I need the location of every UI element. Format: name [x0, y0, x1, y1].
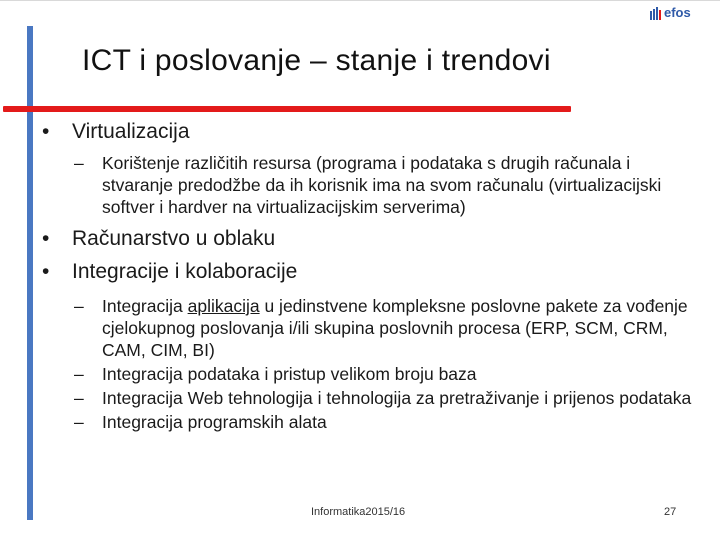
sub-bullet-integracija-web	[36, 387, 700, 409]
bullet-glyph: •	[42, 260, 50, 283]
dash-glyph: –	[74, 412, 84, 432]
logo-wordmark: efos	[664, 5, 691, 20]
bullet-integracije-i-kolaboracije	[36, 259, 700, 285]
title-underline-rule	[3, 106, 571, 112]
dash-glyph: –	[74, 153, 84, 173]
bullet-racunarstvo-u-oblaku	[36, 226, 700, 252]
sub-bullet-text: Integracija podataka i pristup velikom broju baza	[102, 364, 477, 384]
bullet-virtualizacija	[36, 119, 700, 145]
footer-course-label: Informatika2015/16	[311, 506, 406, 518]
dash-glyph: –	[74, 296, 84, 316]
sub-bullet-text: Integracija programskih alata	[102, 412, 327, 432]
slide-title: ICT i poslovanje – stanje i trendovi	[82, 44, 551, 77]
underlined-word: aplikacija	[187, 296, 260, 316]
sub-bullet-integracija-aplikacija	[36, 295, 700, 361]
sub-bullet-integracija-alata	[36, 411, 700, 433]
dash-glyph: –	[74, 388, 84, 408]
dash-glyph: –	[74, 364, 84, 384]
efos-logo	[648, 2, 720, 24]
sub-bullet-virtualizacija-1	[36, 152, 700, 218]
sub-bullet-integracija-podataka	[36, 363, 700, 385]
bullet-text: Računarstvo u oblaku	[72, 227, 276, 250]
left-accent-bar	[27, 26, 33, 520]
top-border-line	[0, 0, 720, 1]
sub-bullet-text: Korištenje različitih resursa (programa i podataka s drugih računala i stvaranje predodžbe da ih korisnik ima na svom računalu (virtualizacijski softver i hardver na virtualizacijskim serverima)	[102, 153, 662, 217]
bullet-text: Integracije i kolaboracije	[72, 260, 298, 283]
sub-bullet-text-after: u jedinstvene kompleksne poslovne pakete za vođenje cjelokupnog poslovanja i/ili skupina poslovnih procesa (ERP, SCM, CRM, CAM, CIM, BI)	[102, 296, 688, 360]
bullet-glyph: •	[42, 120, 50, 143]
page-number: 27	[664, 506, 677, 518]
bullet-glyph: •	[42, 227, 50, 250]
logo-mark-icon	[650, 6, 662, 20]
slide-body	[36, 119, 700, 433]
bullet-text: Virtualizacija	[72, 120, 190, 143]
sub-bullet-text: Integracija Web tehnologija i tehnologija za pretraživanje i prijenos podataka	[102, 388, 692, 408]
sub-bullet-text-before: Integracija	[102, 296, 188, 316]
